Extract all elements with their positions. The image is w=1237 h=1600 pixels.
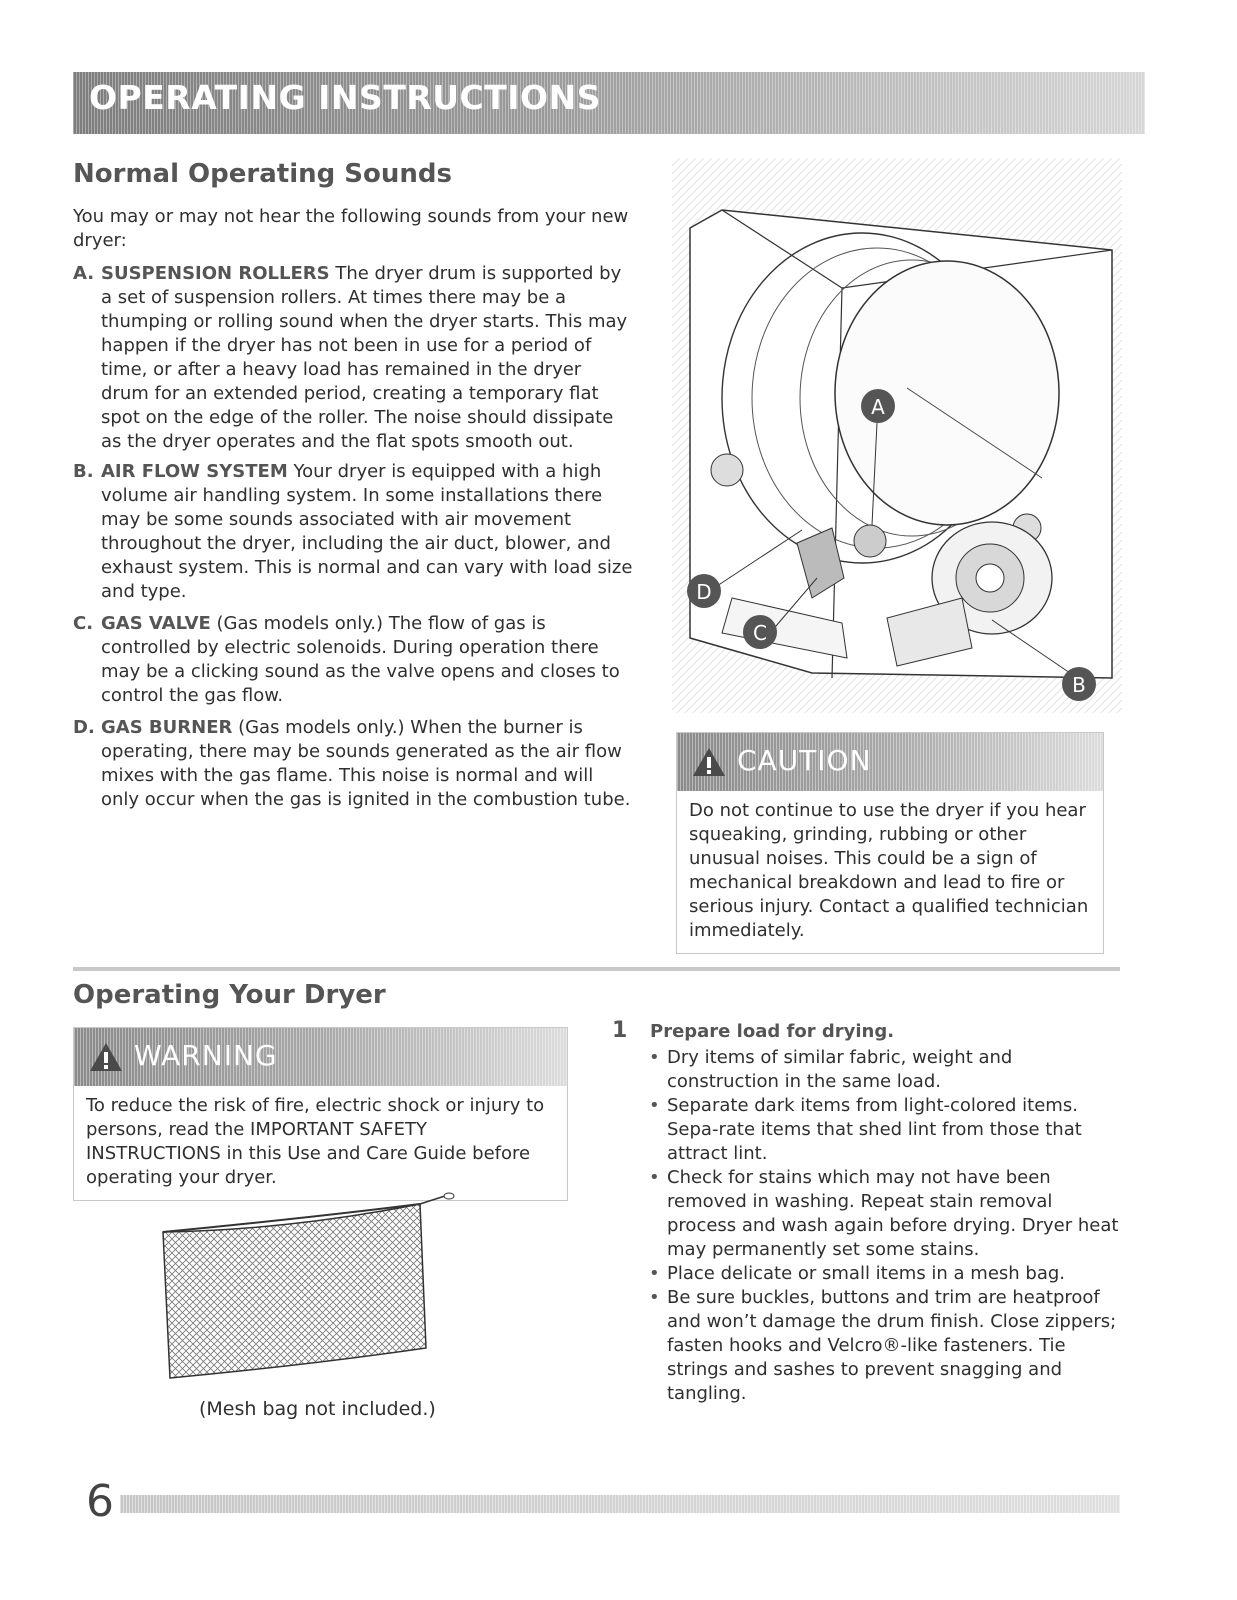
step-bullet-list — [647, 1046, 1127, 1406]
warning-title: WARNING — [134, 1039, 278, 1072]
list-item: • Place delicate or small items in a mesh bag. — [647, 1262, 1127, 1286]
mesh-bag — [163, 1204, 426, 1378]
list-item: • Be sure buckles, buttons and trim are heatproof and won’t damage the drum finish. Close zippers; fasten hooks and Velcro®-like fasteners. Tie strings and sashes to prevent snagging and tangling. — [647, 1286, 1127, 1406]
item-lead: GAS BURNER — [101, 717, 233, 738]
label-c: C — [753, 621, 767, 645]
header-banner — [73, 72, 1145, 134]
label-a-marker — [861, 389, 895, 423]
item-text: (Gas models only.) The flow of gas is controlled by electric solenoids. During operation there may be a clicking sound as the valve opens and closes to control the gas flow. — [101, 613, 620, 706]
caution-header — [677, 733, 1103, 791]
section-heading-operating: Operating Your Dryer — [73, 980, 386, 1010]
section-heading-sounds: Normal Operating Sounds — [73, 159, 452, 189]
label-d-marker — [687, 574, 721, 608]
item-letter: A. — [73, 263, 95, 284]
step-number: 1 — [612, 1018, 628, 1043]
mesh-bag-illustration — [158, 1190, 458, 1390]
page-title: OPERATING INSTRUCTIONS — [89, 78, 601, 117]
label-a: A — [871, 395, 885, 419]
list-item: • Separate dark items from light-colored items. Sepa-rate items that shed lint from those that attract lint. — [647, 1094, 1127, 1166]
footer-bar — [120, 1495, 1120, 1513]
sounds-intro: You may or may not hear the following sounds from your new dryer: — [73, 206, 629, 251]
label-b-marker — [1062, 667, 1096, 701]
item-lead: GAS VALVE — [101, 613, 211, 634]
list-item: • Check for stains which may not have been removed in washing. Repeat stain removal process and wash again before drying. Dryer heat may permanently set some stains. — [647, 1166, 1127, 1262]
warning-triangle-icon — [691, 746, 727, 778]
mesh-bag-caption: (Mesh bag not included.) — [199, 1398, 436, 1420]
list-item: • Dry items of similar fabric, weight and construction in the same load. — [647, 1046, 1127, 1094]
suspension-roller — [854, 525, 886, 557]
label-b: B — [1072, 673, 1086, 697]
item-text: Your dryer is equipped with a high volume air handling system. In some installations there may be some sounds associated with air movement throughout the dryer, including the air duct, blower, and exhaust system. This is normal and can vary with load size and type. — [101, 461, 633, 602]
item-letter: B. — [73, 461, 94, 482]
label-c-marker — [743, 615, 777, 649]
item-letter: C. — [73, 613, 94, 634]
item-text: The dryer drum is supported by a set of suspension rollers. At times there may be a thumping or rolling sound when the dryer starts. This may happen if the dryer has not been in use for a period of time, or after a heavy load has remained in the dryer drum for an extended period, creating a temporary flat spot on the edge of the roller. The noise should dissipate as the dryer operates and the flat spots smooth out. — [101, 263, 628, 452]
item-lead: AIR FLOW SYSTEM — [101, 461, 288, 482]
sound-item-d — [73, 716, 633, 812]
caution-box — [676, 732, 1104, 954]
page-number: 6 — [86, 1476, 114, 1527]
warning-header — [74, 1028, 567, 1086]
zipper-pull — [444, 1193, 454, 1199]
item-text: (Gas models only.) When the burner is operating, there may be sounds generated as the air flow mixes with the gas flame. This noise is normal and will only occur when the gas is ignited in the combustion tube. — [101, 717, 631, 810]
warning-triangle-icon — [88, 1041, 124, 1073]
item-lead: SUSPENSION ROLLERS — [101, 263, 330, 284]
warning-box — [73, 1027, 568, 1201]
item-letter: D. — [73, 717, 95, 738]
sound-item-c — [73, 612, 633, 708]
label-d: D — [696, 580, 712, 604]
warning-text: To reduce the risk of fire, electric shock or injury to persons, read the IMPORTANT SAFETY INSTRUCTIONS in this Use and Care Guide before operating your dryer. — [86, 1095, 545, 1188]
roller-left — [711, 454, 743, 486]
section-divider — [73, 967, 1120, 971]
sound-item-a — [73, 262, 633, 454]
step-title: Prepare load for drying. — [650, 1021, 895, 1042]
dryer-diagram — [672, 158, 1122, 713]
sound-item-b — [73, 460, 633, 604]
caution-text: Do not continue to use the dryer if you hear squeaking, grinding, rubbing or other unusual noises. This could be a sign of mechanical breakdown and lead to fire or serious injury. Contact a qualified technician immediately. — [689, 800, 1089, 941]
caution-title: CAUTION — [737, 744, 872, 777]
